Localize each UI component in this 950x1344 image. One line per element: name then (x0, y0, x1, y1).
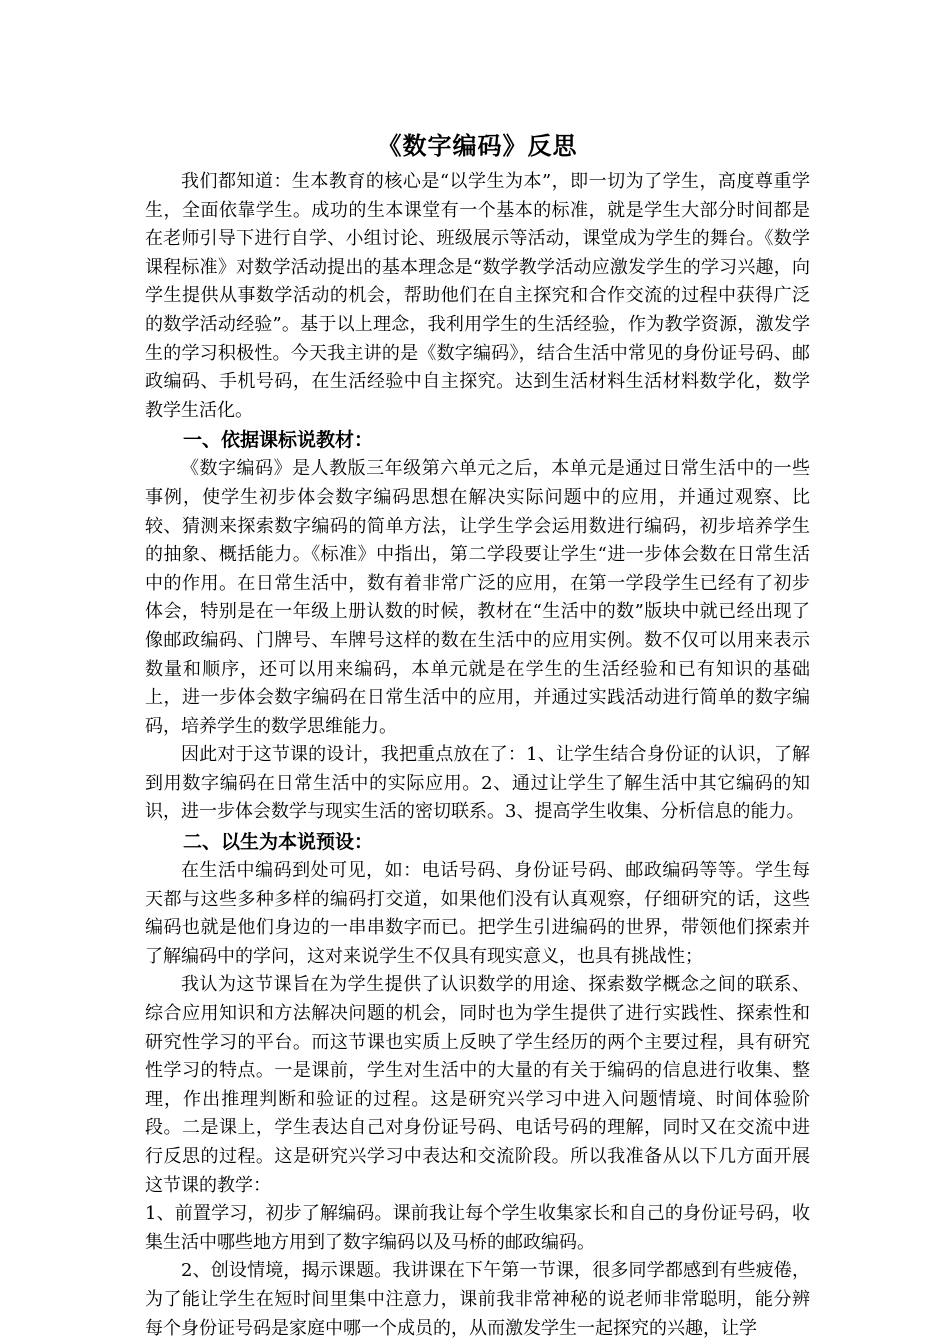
section-2-list-item-1: 1、前置学习，初步了解编码。课前我让每个学生收集家长和自己的身份证号码，收集生活中哪些地方用到了数字编码以及马桥的邮政编码。 (145, 1203, 810, 1253)
section-2-paragraph-2: 我认为这节课旨在为学生提供了认识数学的用途、探索数学概念之间的联系、综合应用知识和方法解决问题的机会，同时也为学生提供了进行实践性、探索性和研究性学习的平台。而这节课也实质上反映了学生经历的两个主要过程，具有研究性学习的特点。一是课前，学生对生活中的大量的有关于编码的信息进行收集、整理，作出推理判断和验证的过程。这是研究兴学习中进入问题情境、时间体验阶段。二是课上，学生表达自己对身份证号码、电话号码的理解，同时又在交流中进行反思的过程。这是研究兴学习中表达和交流阶段。所以我准备从以下几方面开展这节课的教学： (145, 974, 810, 1196)
section-1-heading: 一、依据课标说教材： (183, 429, 374, 452)
document-page (145, 130, 810, 1343)
document-title: 《数字编码》反思 (377, 131, 578, 160)
section-1-paragraph-1: 《数字编码》是人教版三年级第六单元之后，本单元是通过日常生活中的一些事例，使学生初步体会数字编码思想在解决实际问题中的应用，并通过观察、比较、猜测来探索数字编码的简单方法，让学生学会运用数进行编码，初步培养学生的抽象、概括能力。《标准》中指出，第二学段要让学生“进一步体会数在日常生活中的作用。在日常生活中，数有着非常广泛的应用，在第一学段学生已经有了初步体会，特别是在一年级上册认数的时候，教材在“生活中的数”版块中就已经出现了像邮政编码、门牌号、车牌号这样的数在生活中的应用实例。数不仅可以用来表示数量和顺序，还可以用来编码，本单元就是在学生的生活经验和已有知识的基础上，进一步体会数字编码在日常生活中的应用，并通过实践活动进行简单的数字编码，培养学生的数学思维能力。 (145, 458, 810, 737)
intro-paragraph: 我们都知道：生本教育的核心是“以学生为本”，即一切为了学生，高度尊重学生，全面依靠学生。成功的生本课堂有一个基本的标准，就是学生大部分时间都是在老师引导下进行自学、小组讨论、班级展示等活动，课堂成为学生的舞台。《数学课程标准》对数学活动提出的基本理念是“数学教学活动应激发学生的学习兴趣，向学生提供从事数学活动的机会，帮助他们在自主探究和合作交流的过程中获得广泛的数学活动经验”。基于以上理念，我利用学生的生活经验，作为教学资源，激发学生的学习积极性。今天我主讲的是《数字编码》，结合生活中常见的身份证号码、邮政编码、手机号码，在生活经验中自主探究。达到生活材料生活材料数学化，数学教学生活化。 (145, 171, 810, 421)
section-2-list-item-2: 2、创设情境，揭示课题。我讲课在下午第一节课，很多同学都感到有些疲倦，为了能让学生在短时间里集中注意力，课前我非常神秘的说老师非常聪明，能分辨每个身份证号码是家庭中哪一个成员的，从而激发学生一起探究的兴趣，让学 (145, 1260, 810, 1339)
section-1-paragraph-2: 因此对于这节课的设计，我把重点放在了：1、让学生结合身份证的认识，了解到用数字编码在日常生活中的实际应用。2、通过让学生了解生活中其它编码的知识，进一步体会数学与现实生活的密切联系。3、提高学生收集、分析信息的能力。 (145, 744, 810, 823)
section-2-paragraph-1: 在生活中编码到处可见，如：电话号码、身份证号码、邮政编码等等。学生每天都与这些多种多样的编码打交道，如果他们没有认真观察，仔细研究的话，这些编码也就是他们身边的一串串数字而已。把学生引进编码的世界，带领他们探索并了解编码中的学问，这对来说学生不仅具有现实意义，也具有挑战性； (145, 860, 810, 967)
section-2-heading: 二、以生为本说预设： (183, 831, 374, 854)
